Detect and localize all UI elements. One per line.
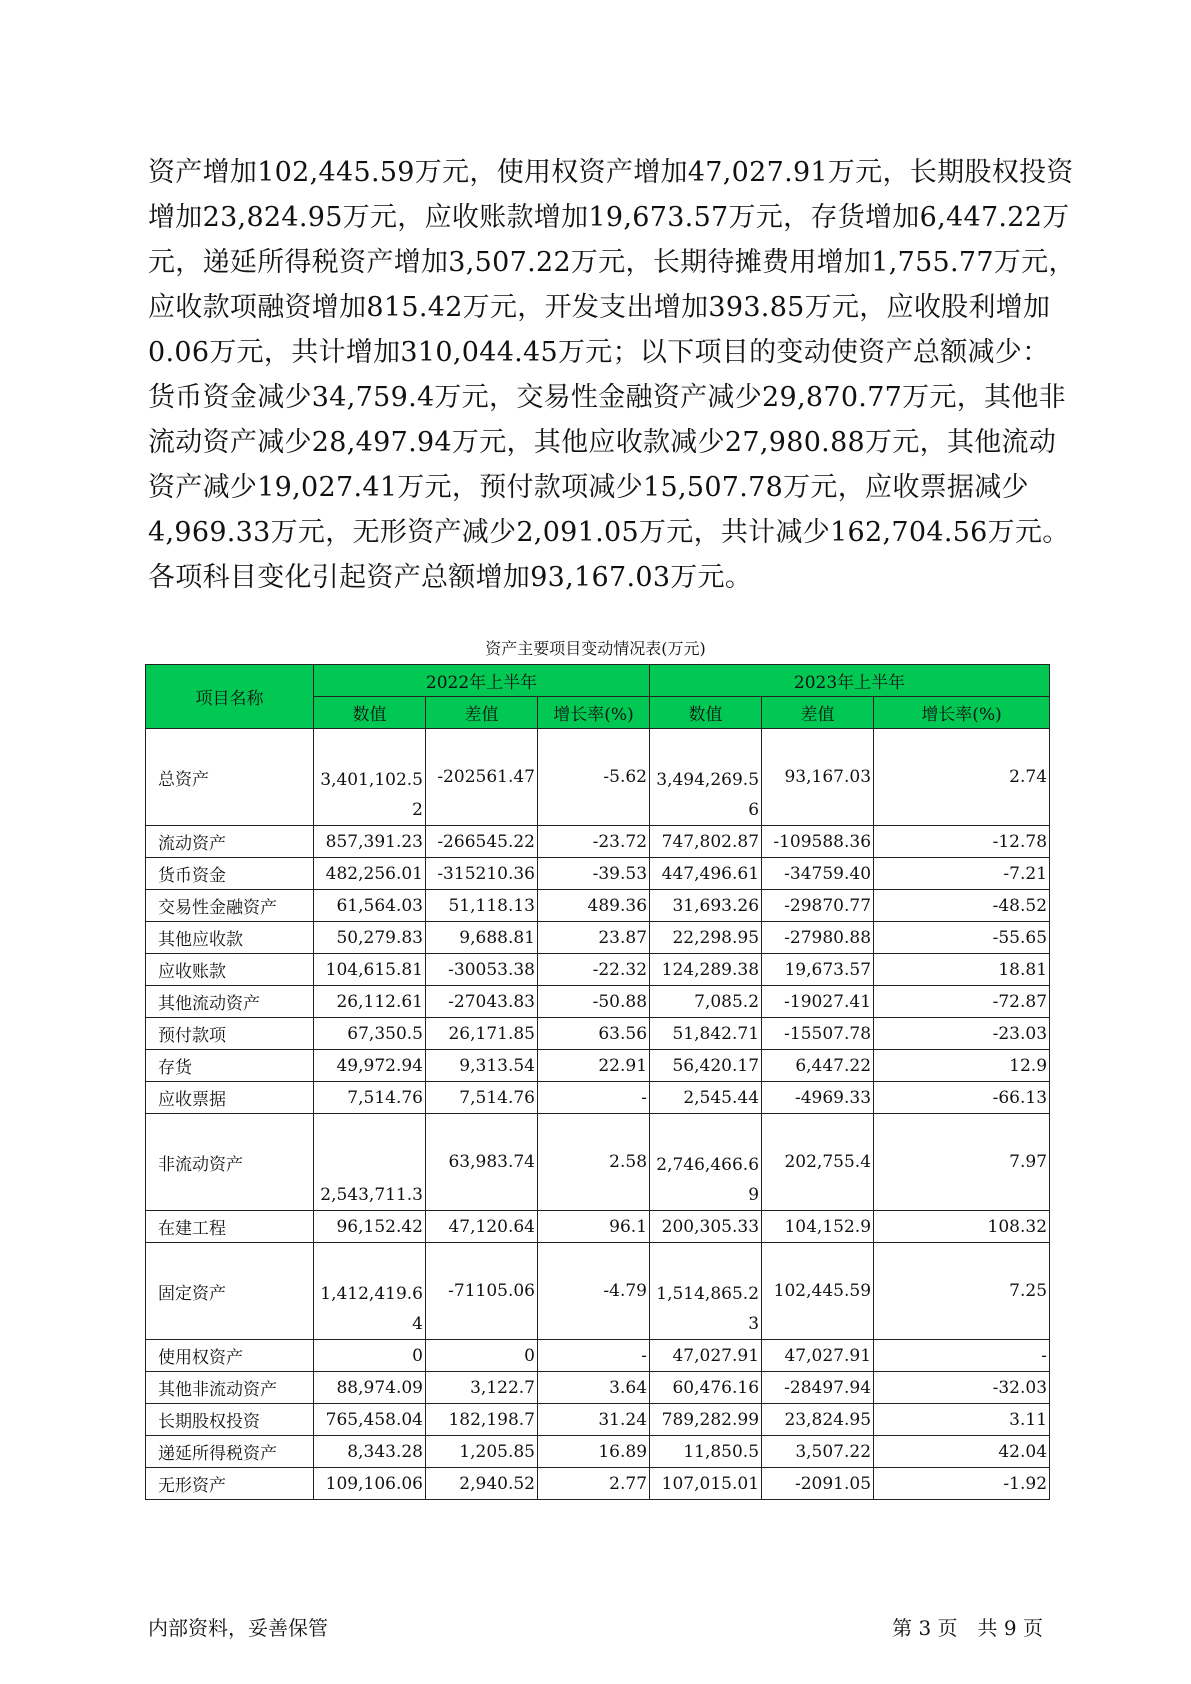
cell-diff-2023: 104,152.9 bbox=[762, 1211, 874, 1243]
cell-diff-2023: -15507.78 bbox=[762, 1018, 874, 1050]
cell-value-2022: 0 bbox=[314, 1340, 426, 1372]
cell-rate-2023: 3.11 bbox=[874, 1404, 1050, 1436]
header-diff-2023: 差值 bbox=[762, 697, 874, 729]
cell-diff-2022: -30053.38 bbox=[426, 954, 538, 986]
cell-diff-2022: 182,198.7 bbox=[426, 1404, 538, 1436]
table-row bbox=[146, 1340, 1050, 1372]
cell-diff-2022: 3,122.7 bbox=[426, 1372, 538, 1404]
cell-rate-2023: -72.87 bbox=[874, 986, 1050, 1018]
cell-rate-2022: -4.79 bbox=[538, 1243, 650, 1340]
cell-diff-2022: 0 bbox=[426, 1340, 538, 1372]
cell-value-2022: 67,350.5 bbox=[314, 1018, 426, 1050]
cell-rate-2023: -7.21 bbox=[874, 858, 1050, 890]
table-row bbox=[146, 1436, 1050, 1468]
cell-value-2023: 107,015.01 bbox=[650, 1468, 762, 1500]
cell-value-2022: 1,412,419.64 bbox=[314, 1243, 426, 1340]
table-row bbox=[146, 858, 1050, 890]
cell-item-name: 货币资金 bbox=[146, 858, 314, 890]
cell-value-2023: 447,496.61 bbox=[650, 858, 762, 890]
paragraph-line: 应收款项融资增加815.42万元，开发支出增加393.85万元，应收股利增加 bbox=[148, 292, 1051, 323]
table-row bbox=[146, 1050, 1050, 1082]
footer-confidential: 内部资料，妥善保管 bbox=[148, 1616, 328, 1640]
cell-value-2023: 3,494,269.56 bbox=[650, 729, 762, 826]
cell-rate-2023: 108.32 bbox=[874, 1211, 1050, 1243]
cell-value-2023: 47,027.91 bbox=[650, 1340, 762, 1372]
header-value-2022: 数值 bbox=[314, 697, 426, 729]
cell-item-name: 流动资产 bbox=[146, 826, 314, 858]
cell-diff-2022: 9,313.54 bbox=[426, 1050, 538, 1082]
cell-value-2023: 51,842.71 bbox=[650, 1018, 762, 1050]
header-rate-2023: 增长率(%) bbox=[874, 697, 1050, 729]
cell-rate-2022: 31.24 bbox=[538, 1404, 650, 1436]
cell-diff-2022: 1,205.85 bbox=[426, 1436, 538, 1468]
header-item-name: 项目名称 bbox=[146, 665, 314, 729]
cell-diff-2023: 93,167.03 bbox=[762, 729, 874, 826]
cell-value-2022: 3,401,102.52 bbox=[314, 729, 426, 826]
cell-value-2022: 857,391.23 bbox=[314, 826, 426, 858]
cell-rate-2022: 63.56 bbox=[538, 1018, 650, 1050]
cell-diff-2023: 102,445.59 bbox=[762, 1243, 874, 1340]
paragraph-line: 流动资产减少28,497.94万元，其他应收款减少27,980.88万元，其他流动 bbox=[148, 427, 1057, 458]
cell-value-2022: 7,514.76 bbox=[314, 1082, 426, 1114]
header-diff-2022: 差值 bbox=[426, 697, 538, 729]
cell-rate-2023: 12.9 bbox=[874, 1050, 1050, 1082]
cell-rate-2022: 16.89 bbox=[538, 1436, 650, 1468]
table-row bbox=[146, 1243, 1050, 1340]
cell-value-2023: 1,514,865.23 bbox=[650, 1243, 762, 1340]
cell-diff-2022: 51,118.13 bbox=[426, 890, 538, 922]
cell-item-name: 其他非流动资产 bbox=[146, 1372, 314, 1404]
table-row bbox=[146, 1404, 1050, 1436]
cell-value-2022: 49,972.94 bbox=[314, 1050, 426, 1082]
cell-rate-2022: 23.87 bbox=[538, 922, 650, 954]
body-paragraph bbox=[148, 150, 1076, 600]
cell-value-2023: 200,305.33 bbox=[650, 1211, 762, 1243]
asset-change-table bbox=[145, 664, 1050, 1500]
cell-value-2023: 2,746,466.69 bbox=[650, 1114, 762, 1211]
cell-diff-2022: 47,120.64 bbox=[426, 1211, 538, 1243]
cell-item-name: 其他流动资产 bbox=[146, 986, 314, 1018]
table-row bbox=[146, 1372, 1050, 1404]
cell-value-2022: 61,564.03 bbox=[314, 890, 426, 922]
cell-item-name: 交易性金融资产 bbox=[146, 890, 314, 922]
cell-item-name: 应收账款 bbox=[146, 954, 314, 986]
paragraph-line: 0.06万元，共计增加310,044.45万元；以下项目的变动使资产总额减少： bbox=[148, 337, 1050, 368]
cell-diff-2023: -4969.33 bbox=[762, 1082, 874, 1114]
table-row bbox=[146, 1211, 1050, 1243]
cell-item-name: 长期股权投资 bbox=[146, 1404, 314, 1436]
cell-item-name: 应收票据 bbox=[146, 1082, 314, 1114]
paragraph-line: 资产增加102,445.59万元，使用权资产增加47,027.91万元，长期股权投资 bbox=[148, 157, 1074, 188]
cell-rate-2023: -1.92 bbox=[874, 1468, 1050, 1500]
cell-diff-2022: 63,983.74 bbox=[426, 1114, 538, 1211]
table-row bbox=[146, 890, 1050, 922]
cell-item-name: 在建工程 bbox=[146, 1211, 314, 1243]
cell-rate-2022: 2.77 bbox=[538, 1468, 650, 1500]
cell-rate-2022: -50.88 bbox=[538, 986, 650, 1018]
cell-rate-2023: 42.04 bbox=[874, 1436, 1050, 1468]
cell-value-2023: 124,289.38 bbox=[650, 954, 762, 986]
cell-diff-2023: -109588.36 bbox=[762, 826, 874, 858]
cell-diff-2022: -315210.36 bbox=[426, 858, 538, 890]
table-caption: 资产主要项目变动情况表(万元) bbox=[485, 639, 706, 658]
paragraph-line: 货币资金减少34,759.4万元，交易性金融资产减少29,870.77万元，其他非 bbox=[148, 382, 1066, 413]
cell-rate-2022: - bbox=[538, 1082, 650, 1114]
table-row bbox=[146, 1082, 1050, 1114]
cell-rate-2022: - bbox=[538, 1340, 650, 1372]
cell-diff-2022: -71105.06 bbox=[426, 1243, 538, 1340]
cell-diff-2023: -28497.94 bbox=[762, 1372, 874, 1404]
cell-rate-2022: 96.1 bbox=[538, 1211, 650, 1243]
cell-item-name: 存货 bbox=[146, 1050, 314, 1082]
cell-diff-2023: -19027.41 bbox=[762, 986, 874, 1018]
cell-value-2022: 2,543,711.3 bbox=[314, 1114, 426, 1211]
cell-value-2022: 88,974.09 bbox=[314, 1372, 426, 1404]
cell-value-2022: 482,256.01 bbox=[314, 858, 426, 890]
cell-rate-2023: -12.78 bbox=[874, 826, 1050, 858]
cell-item-name: 总资产 bbox=[146, 729, 314, 826]
cell-value-2023: 7,085.2 bbox=[650, 986, 762, 1018]
cell-rate-2023: 7.97 bbox=[874, 1114, 1050, 1211]
paragraph-line: 元，递延所得税资产增加3,507.22万元，长期待摊费用增加1,755.77万元， bbox=[148, 247, 1076, 278]
cell-value-2023: 2,545.44 bbox=[650, 1082, 762, 1114]
cell-diff-2023: 202,755.4 bbox=[762, 1114, 874, 1211]
cell-item-name: 固定资产 bbox=[146, 1243, 314, 1340]
cell-value-2023: 789,282.99 bbox=[650, 1404, 762, 1436]
cell-item-name: 使用权资产 bbox=[146, 1340, 314, 1372]
cell-item-name: 非流动资产 bbox=[146, 1114, 314, 1211]
cell-rate-2023: -23.03 bbox=[874, 1018, 1050, 1050]
cell-diff-2022: -202561.47 bbox=[426, 729, 538, 826]
cell-value-2022: 765,458.04 bbox=[314, 1404, 426, 1436]
paragraph-line: 增加23,824.95万元，应收账款增加19,673.57万元，存货增加6,447.22万 bbox=[148, 202, 1070, 233]
cell-rate-2022: 2.58 bbox=[538, 1114, 650, 1211]
cell-diff-2023: -34759.40 bbox=[762, 858, 874, 890]
cell-rate-2022: 489.36 bbox=[538, 890, 650, 922]
cell-rate-2023: -66.13 bbox=[874, 1082, 1050, 1114]
cell-value-2022: 26,112.61 bbox=[314, 986, 426, 1018]
cell-rate-2023: 7.25 bbox=[874, 1243, 1050, 1340]
cell-value-2022: 8,343.28 bbox=[314, 1436, 426, 1468]
cell-rate-2022: -39.53 bbox=[538, 858, 650, 890]
paragraph-line: 4,969.33万元，无形资产减少2,091.05万元，共计减少162,704.56万元。 bbox=[148, 517, 1070, 548]
cell-value-2022: 104,615.81 bbox=[314, 954, 426, 986]
cell-diff-2023: -2091.05 bbox=[762, 1468, 874, 1500]
header-value-2023: 数值 bbox=[650, 697, 762, 729]
cell-rate-2023: -55.65 bbox=[874, 922, 1050, 954]
cell-diff-2023: 6,447.22 bbox=[762, 1050, 874, 1082]
cell-diff-2023: -29870.77 bbox=[762, 890, 874, 922]
cell-diff-2022: 7,514.76 bbox=[426, 1082, 538, 1114]
cell-value-2023: 31,693.26 bbox=[650, 890, 762, 922]
paragraph-line: 各项科目变化引起资产总额增加93,167.03万元。 bbox=[148, 562, 753, 593]
table-row bbox=[146, 1468, 1050, 1500]
cell-item-name: 无形资产 bbox=[146, 1468, 314, 1500]
cell-rate-2022: 3.64 bbox=[538, 1372, 650, 1404]
cell-rate-2023: 2.74 bbox=[874, 729, 1050, 826]
header-period-2022: 2022年上半年 bbox=[314, 665, 650, 697]
header-rate-2022: 增长率(%) bbox=[538, 697, 650, 729]
table-row bbox=[146, 986, 1050, 1018]
cell-value-2023: 60,476.16 bbox=[650, 1372, 762, 1404]
cell-diff-2023: 47,027.91 bbox=[762, 1340, 874, 1372]
cell-diff-2022: 9,688.81 bbox=[426, 922, 538, 954]
cell-diff-2023: 19,673.57 bbox=[762, 954, 874, 986]
table-row bbox=[146, 1114, 1050, 1211]
cell-value-2023: 747,802.87 bbox=[650, 826, 762, 858]
cell-value-2022: 50,279.83 bbox=[314, 922, 426, 954]
cell-value-2023: 56,420.17 bbox=[650, 1050, 762, 1082]
cell-rate-2022: -22.32 bbox=[538, 954, 650, 986]
cell-diff-2023: 3,507.22 bbox=[762, 1436, 874, 1468]
cell-diff-2022: 2,940.52 bbox=[426, 1468, 538, 1500]
cell-value-2023: 22,298.95 bbox=[650, 922, 762, 954]
cell-rate-2022: -5.62 bbox=[538, 729, 650, 826]
paragraph-line: 资产减少19,027.41万元，预付款项减少15,507.78万元，应收票据减少 bbox=[148, 472, 1029, 503]
table-row bbox=[146, 729, 1050, 826]
cell-rate-2023: -48.52 bbox=[874, 890, 1050, 922]
cell-rate-2023: -32.03 bbox=[874, 1372, 1050, 1404]
cell-rate-2023: - bbox=[874, 1340, 1050, 1372]
cell-rate-2022: -23.72 bbox=[538, 826, 650, 858]
footer-page-number: 第 3 页 共 9 页 bbox=[892, 1616, 1043, 1640]
cell-diff-2023: -27980.88 bbox=[762, 922, 874, 954]
cell-value-2022: 109,106.06 bbox=[314, 1468, 426, 1500]
table-row bbox=[146, 954, 1050, 986]
cell-item-name: 预付款项 bbox=[146, 1018, 314, 1050]
cell-diff-2022: 26,171.85 bbox=[426, 1018, 538, 1050]
table-row bbox=[146, 826, 1050, 858]
cell-diff-2023: 23,824.95 bbox=[762, 1404, 874, 1436]
cell-value-2023: 11,850.5 bbox=[650, 1436, 762, 1468]
cell-rate-2022: 22.91 bbox=[538, 1050, 650, 1082]
cell-diff-2022: -266545.22 bbox=[426, 826, 538, 858]
cell-item-name: 递延所得税资产 bbox=[146, 1436, 314, 1468]
cell-value-2022: 96,152.42 bbox=[314, 1211, 426, 1243]
table-row bbox=[146, 1018, 1050, 1050]
cell-rate-2023: 18.81 bbox=[874, 954, 1050, 986]
header-period-2023: 2023年上半年 bbox=[650, 665, 1050, 697]
table-row bbox=[146, 922, 1050, 954]
cell-item-name: 其他应收款 bbox=[146, 922, 314, 954]
cell-diff-2022: -27043.83 bbox=[426, 986, 538, 1018]
